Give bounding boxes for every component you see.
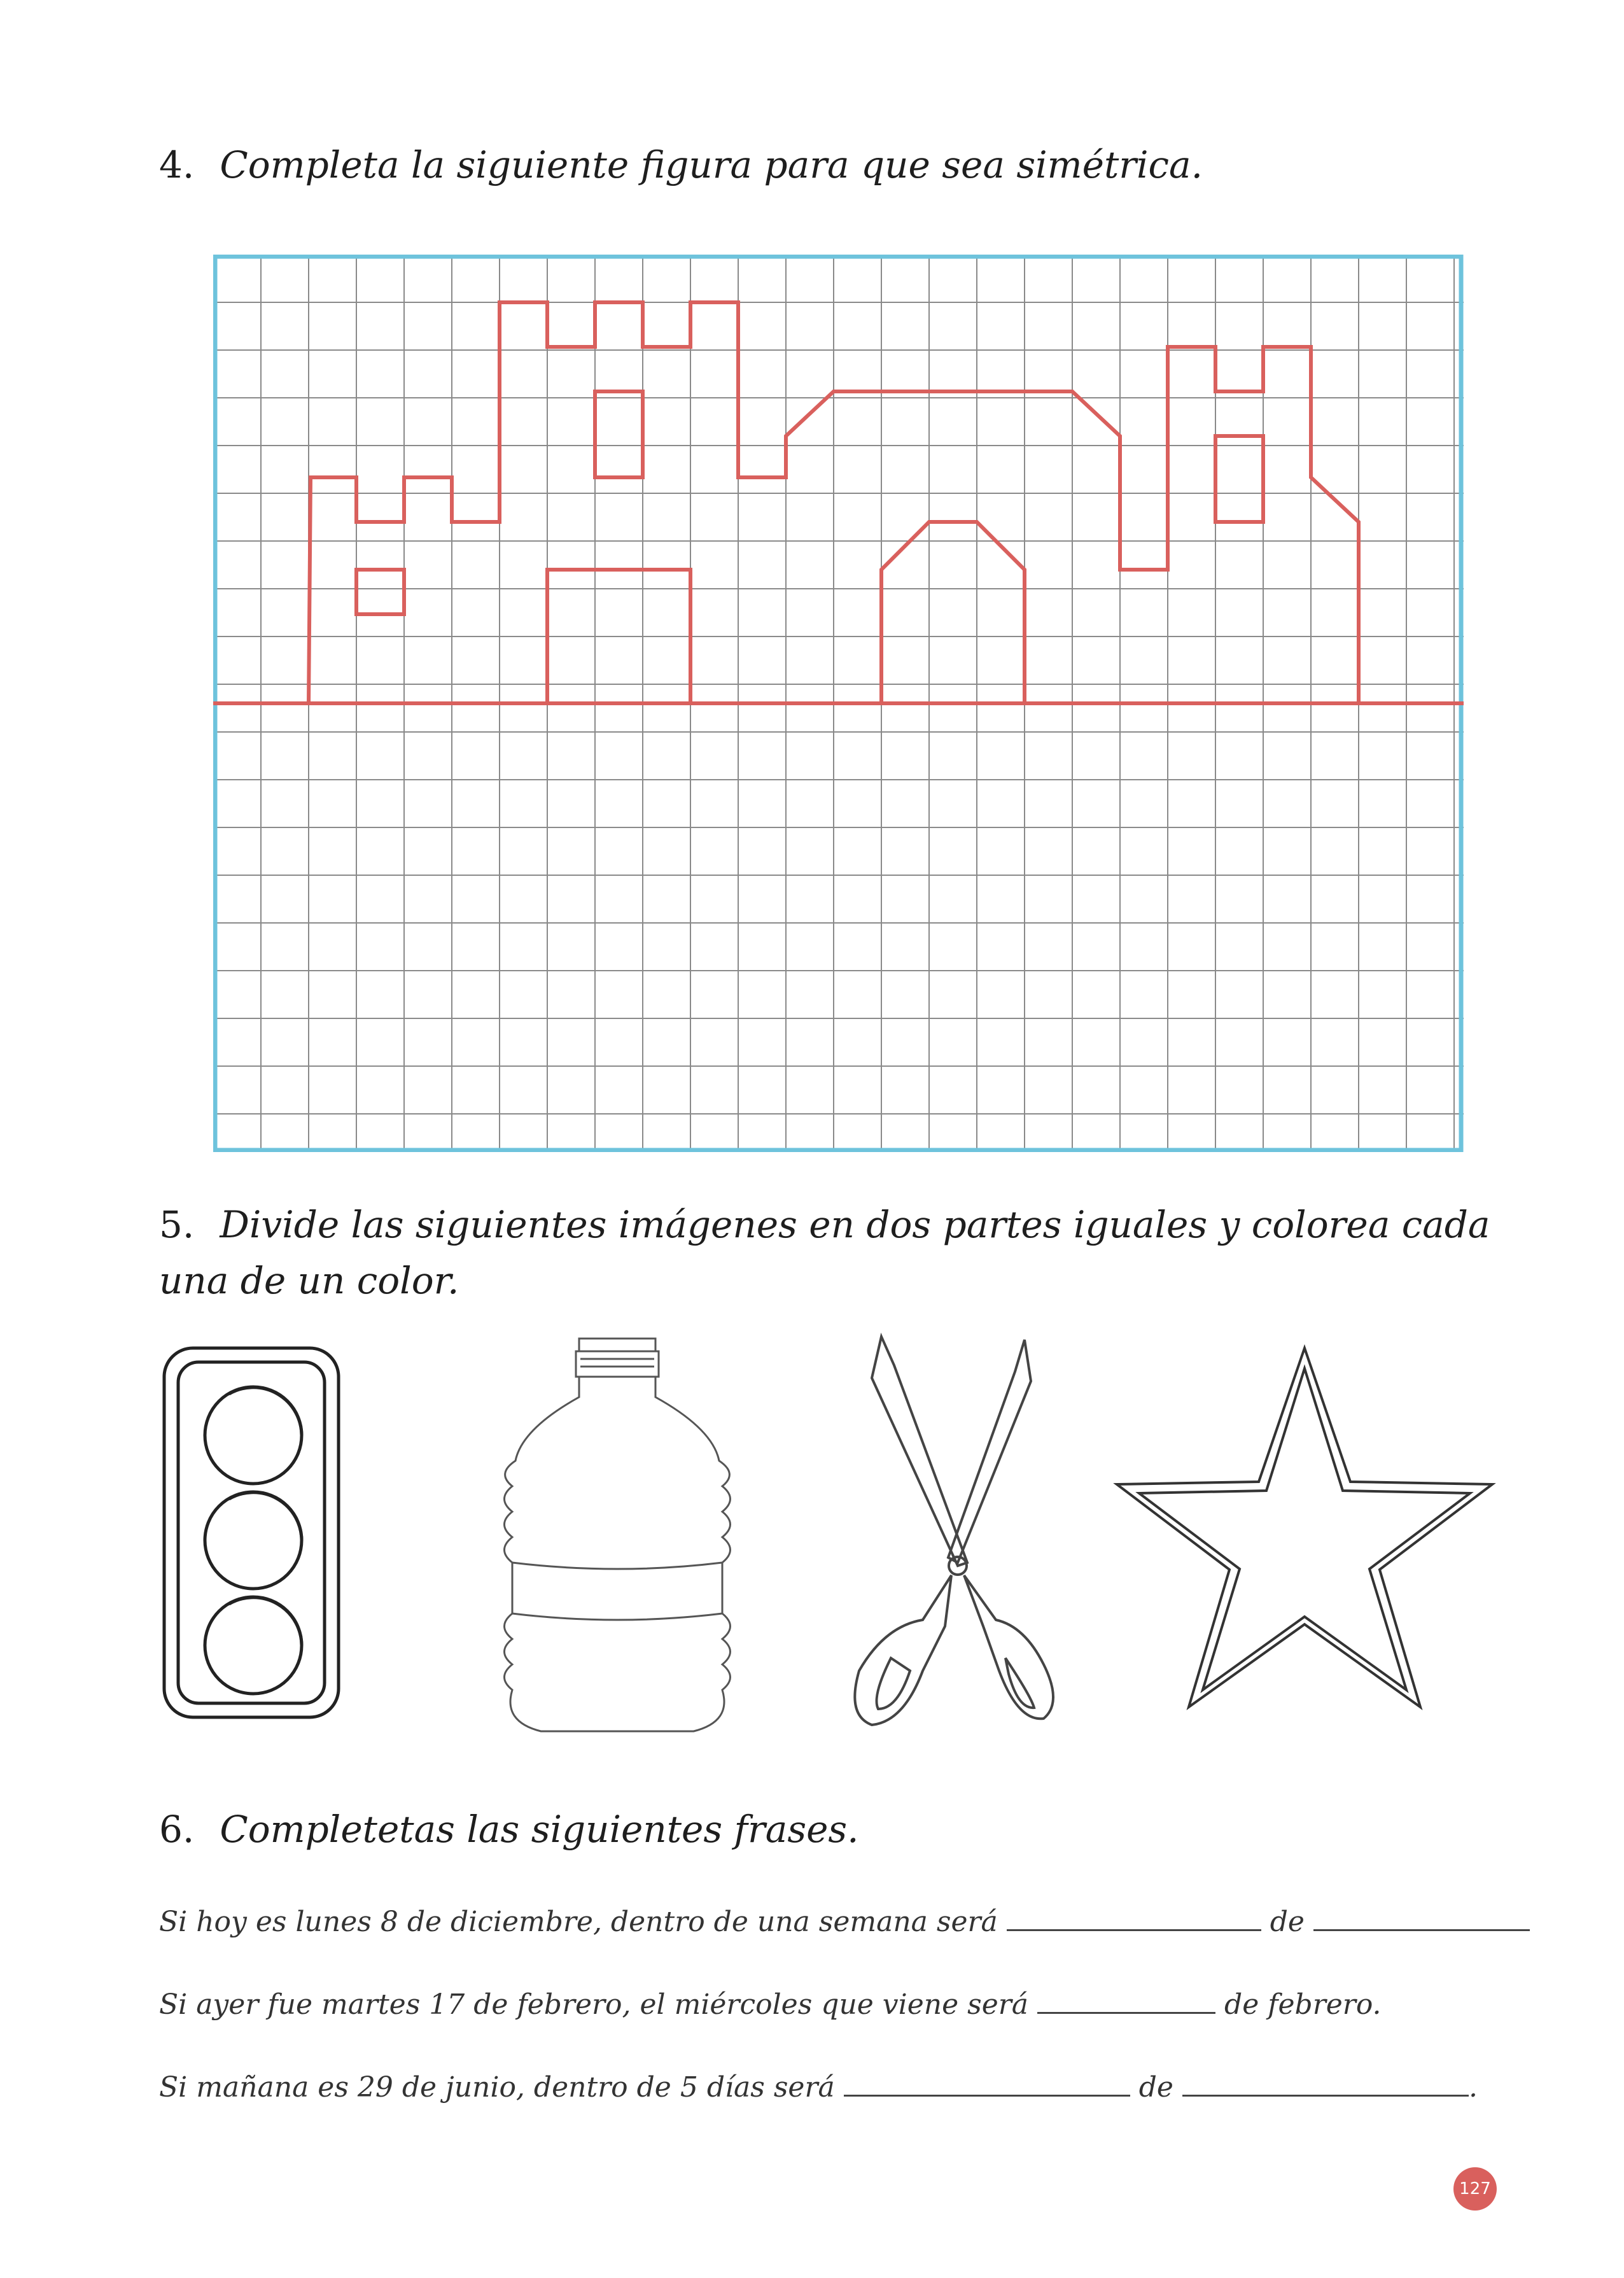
answer-blank-1a[interactable]: [1007, 1904, 1261, 1931]
answer-blank-2a[interactable]: [1037, 1986, 1215, 2014]
exercise-4-title: 4. Completa la siguiente figura para que sea simétrica.: [159, 143, 1203, 186]
answer-blank-3a[interactable]: [844, 2069, 1130, 2097]
sentence-2: Si ayer fue martes 17 de febrero, el miércoles que viene será de febrero.: [159, 1986, 1382, 2024]
exercise-6-title: 6. Completetas las siguientes frases.: [159, 1808, 859, 1851]
sentence-1: Si hoy es lunes 8 de diciembre, dentro de una semana será de: [159, 1903, 1530, 1941]
page-number-badge: 127: [1453, 2167, 1497, 2211]
star-figure: [1107, 1343, 1502, 1725]
castle-outline: [213, 302, 1464, 703]
exercise-5-title: 5. Divide las siguientes imágenes en dos partes iguales y colorea cada una de un color.: [159, 1203, 1490, 1302]
symmetry-grid: [213, 255, 1464, 1152]
answer-blank-1b[interactable]: [1313, 1904, 1530, 1931]
answer-blank-3b[interactable]: [1182, 2069, 1469, 2097]
water-bottle-figure: [484, 1333, 751, 1741]
sentence-3: Si mañana es 29 de junio, dentro de 5 días será de .: [159, 2069, 1478, 2107]
traffic-light-figure: [159, 1343, 344, 1725]
scissors-figure: [846, 1327, 1063, 1734]
